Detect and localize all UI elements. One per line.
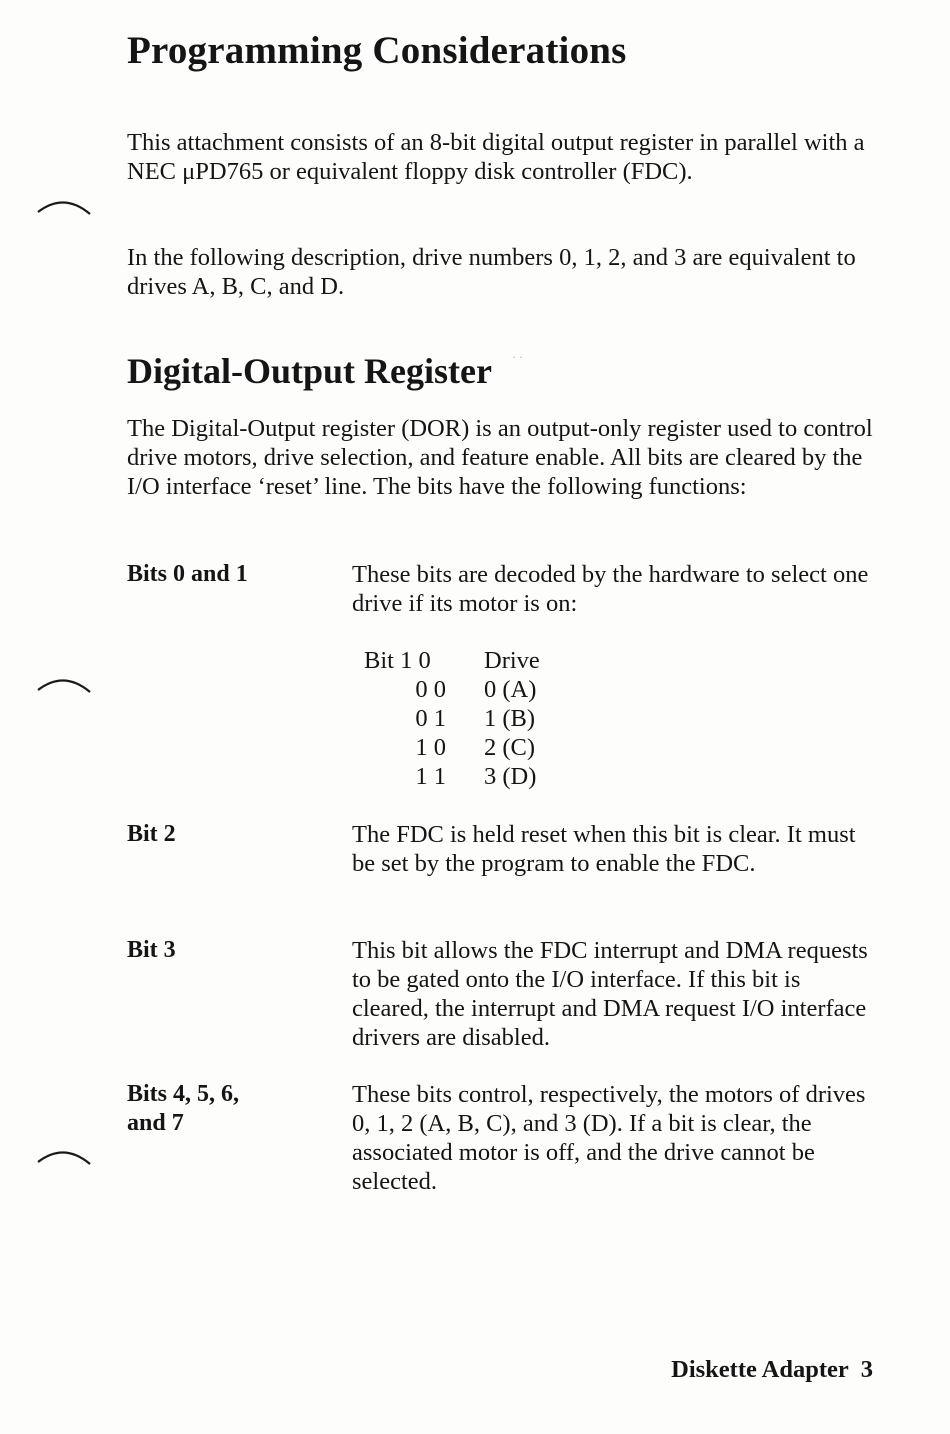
table-cell-bits: 1 1 [415, 763, 446, 790]
bit-description: These bits control, respectively, the motors of drives 0, 1, 2 (A, B, C), and 3 (D). If a bit is clear, the associated motor is off, and the drive cannot be selected. [352, 1081, 866, 1195]
table-cell-drive: 3 (D) [484, 763, 537, 790]
table-cell-bits: 1 0 [415, 734, 446, 761]
footer-section-title: Diskette Adapter [671, 1356, 849, 1383]
bit-term: Bit 3 [127, 937, 176, 963]
binder-hole-mark-icon [34, 1140, 94, 1166]
bit-term: Bit 2 [127, 821, 176, 847]
intro-paragraph: In the following description, drive numbers 0, 1, 2, and 3 are equivalent to drives A, B, C, and D. [127, 244, 856, 300]
table-header-bits: Bit 1 0 [364, 647, 431, 674]
section-description: The Digital-Output register (DOR) is an output-only register used to control drive motors, drive selection, and feature enable. All bits are cleared by the I/O interface ‘reset’ line. The bits have the following functions: [127, 415, 873, 500]
drive-select-table [364, 646, 540, 791]
intro-paragraph: This attachment consists of an 8-bit digital output register in parallel with a NEC μPD765 or equivalent floppy disk controller (FDC). [127, 129, 865, 185]
bit-description: These bits are decoded by the hardware to select one drive if its motor is on: [352, 561, 869, 617]
page-title: Programming Considerations [127, 29, 627, 72]
bit-description: This bit allows the FDC interrupt and DMA requests to be gated onto the I/O interface. If this bit is cleared, the interrupt and DMA request I/O interface drivers are disabled. [352, 937, 868, 1051]
bit-description: The FDC is held reset when this bit is clear. It must be set by the program to enable the FDC. [352, 821, 856, 877]
table-row [364, 733, 540, 762]
scan-smudge-icon: · · [512, 350, 523, 364]
table-cell-drive: 0 (A) [484, 676, 537, 703]
binder-hole-mark-icon [34, 190, 94, 216]
binder-hole-mark-icon [34, 668, 94, 694]
table-cell-drive: 2 (C) [484, 734, 536, 761]
bit-term: Bits 4, 5, 6, and 7 [127, 1081, 240, 1136]
table-cell-bits: 0 1 [415, 705, 446, 732]
table-cell-bits: 0 0 [415, 676, 446, 703]
table-row [364, 704, 540, 733]
table-header-row [364, 646, 540, 675]
page-footer [671, 1356, 873, 1384]
table-row [364, 762, 540, 791]
table-header-drive: Drive [484, 647, 540, 674]
bit-term: Bits 0 and 1 [127, 561, 248, 587]
section-heading: Digital-Output Register [127, 351, 492, 391]
page-number: 3 [860, 1356, 873, 1383]
table-cell-drive: 1 (B) [484, 705, 536, 732]
table-row [364, 675, 540, 704]
